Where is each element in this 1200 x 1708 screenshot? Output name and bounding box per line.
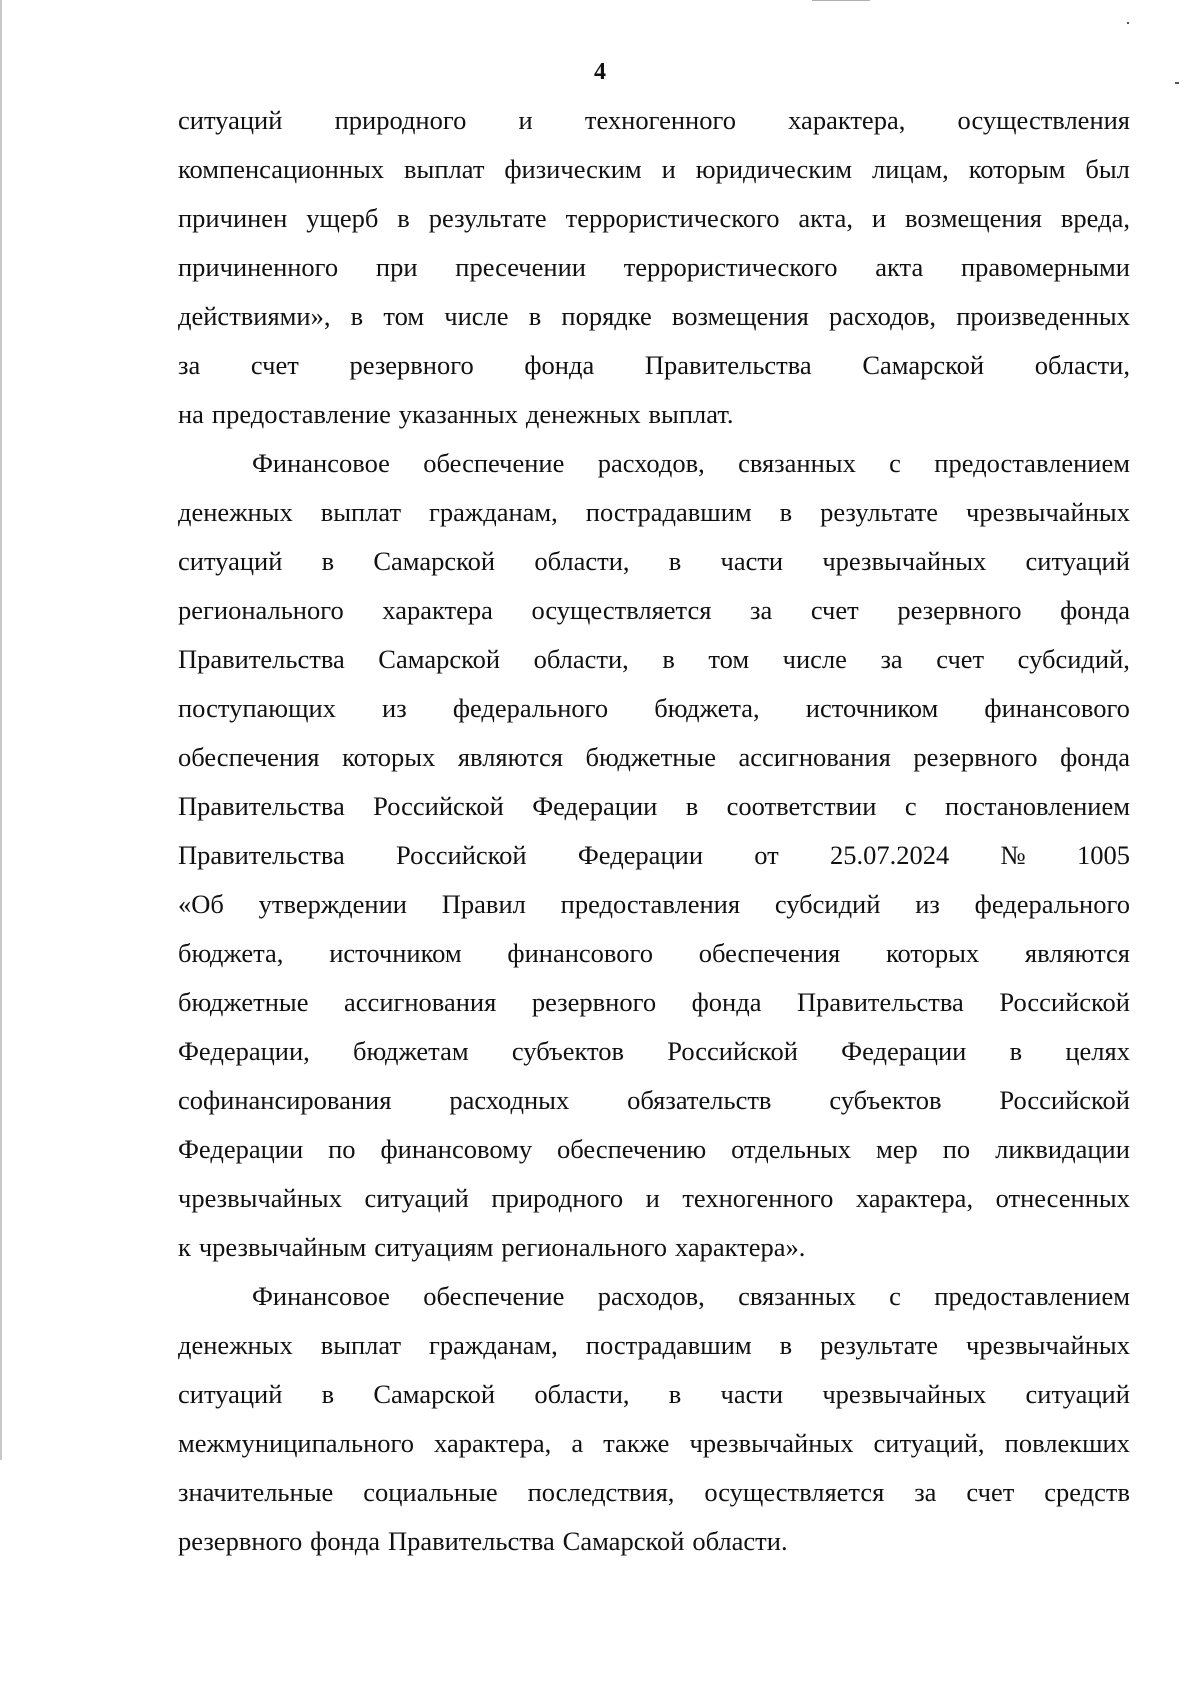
text-line: Федерации, бюджетам субъектов Российской Федерации в целях	[178, 1036, 1130, 1066]
text-line: Правительства Российской Федерации в соответствии с постановлением	[178, 791, 1130, 821]
text-line: Федерации по финансовому обеспечению отдельных мер по ликвидации	[178, 1134, 1130, 1164]
text-line: действиями», в том числе в порядке возмещения расходов, произведенных	[178, 301, 1130, 331]
text-line: на предоставление указанных денежных выплат.	[178, 399, 734, 429]
text-line: за счет резервного фонда Правительства Самарской области,	[178, 350, 1130, 380]
text-line: Правительства Российской Федерации от 25.07.2024 № 1005	[178, 840, 1130, 870]
text-line: резервного фонда Правительства Самарской области.	[178, 1526, 788, 1556]
text-line: софинансирования расходных обязательств субъектов Российской	[178, 1085, 1130, 1115]
text-line: причинен ущерб в результате террористического акта, и возмещения вреда,	[178, 203, 1130, 233]
text-line: регионального характера осуществляется за счет резервного фонда	[178, 595, 1130, 625]
text-line: ситуаций в Самарской области, в части чрезвычайных ситуаций	[178, 1379, 1130, 1409]
document-body	[178, 96, 1130, 1566]
text-line: бюджета, источником финансового обеспечения которых являются	[178, 938, 1130, 968]
text-line: бюджетные ассигнования резервного фонда Правительства Российской	[178, 987, 1130, 1017]
text-line: денежных выплат гражданам, пострадавшим в результате чрезвычайных	[178, 1330, 1130, 1360]
text-line: причиненного при пресечении террористического акта правомерными	[178, 252, 1130, 282]
text-line: к чрезвычайным ситуациям регионального характера».	[178, 1232, 806, 1262]
scan-top-mark	[812, 0, 870, 1]
text-line: Финансовое обеспечение расходов, связанных с предоставлением	[252, 1281, 1130, 1311]
text-line: значительные социальные последствия, осуществляется за счет средств	[178, 1477, 1130, 1507]
text-line: ситуаций природного и техногенного характера, осуществления	[178, 105, 1130, 135]
text-line: обеспечения которых являются бюджетные ассигнования резервного фонда	[178, 742, 1130, 772]
scan-dot-mark	[1175, 82, 1179, 84]
text-line: межмуниципального характера, а также чрезвычайных ситуаций, повлекших	[178, 1428, 1130, 1458]
scan-dot-mark	[1127, 22, 1129, 24]
scan-edge-mark	[0, 0, 2, 1460]
paragraph	[178, 439, 1130, 1272]
text-line: ситуаций в Самарской области, в части чрезвычайных ситуаций	[178, 546, 1130, 576]
paragraph	[178, 96, 1130, 439]
text-line: чрезвычайных ситуаций природного и техногенного характера, отнесенных	[178, 1183, 1130, 1213]
page-number: 4	[594, 59, 606, 85]
paragraph	[178, 1272, 1130, 1566]
text-line: денежных выплат гражданам, пострадавшим в результате чрезвычайных	[178, 497, 1130, 527]
text-line: поступающих из федерального бюджета, источником финансового	[178, 693, 1130, 723]
text-line: Правительства Самарской области, в том числе за счет субсидий,	[178, 644, 1130, 674]
text-line: «Об утверждении Правил предоставления субсидий из федерального	[178, 889, 1130, 919]
text-line: Финансовое обеспечение расходов, связанных с предоставлением	[252, 448, 1130, 478]
text-line: компенсационных выплат физическим и юридическим лицам, которым был	[178, 154, 1130, 184]
